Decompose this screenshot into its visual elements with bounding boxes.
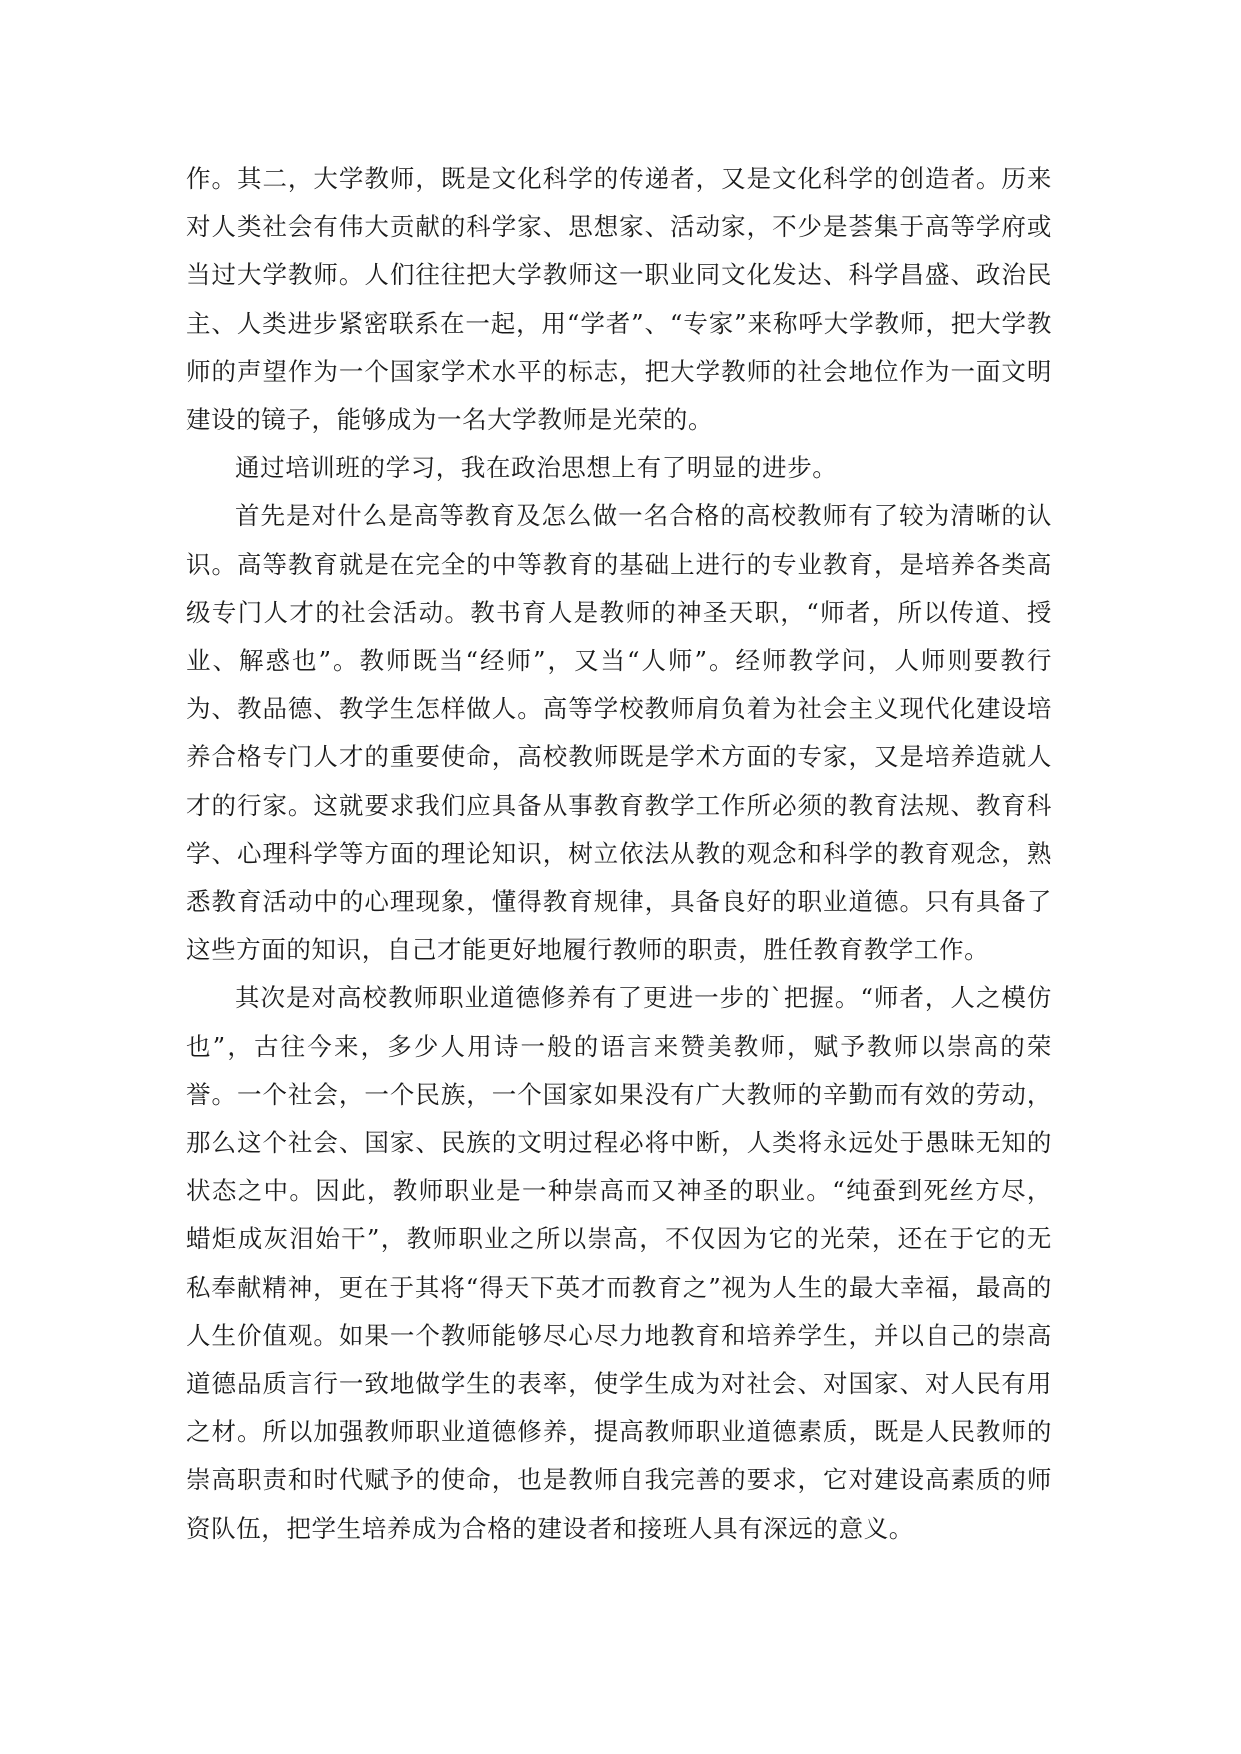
paragraph-higher-education: 首先是对什么是高等教育及怎么做一名合格的高校教师有了较为清晰的认识。高等教育就是在完全的中等教育的基础上进行的专业教育，是培养各类高级专门人才的社会活动。教书育人是教师的神圣天职，“师者，所以传道、授业、解惑也”。教师既当“经师”，又当“人师”。经师教学问，人师则要教行为、教品德、教学生怎样做人。高等学校教师肩负着为社会主义现代化建设培养合格专门人才的重要使命，高校教师既是学术方面的专家，又是培养造就人才的行家。这就要求我们应具备从事教育教学工作所必须的教育法规、教育科学、心理科学等方面的理论知识，树立依法从教的观念和科学的教育观念，熟悉教育活动中的心理现象，懂得教育规律，具备良好的职业道德。只有具备了这些方面的知识，自己才能更好地履行教师的职责，胜任教育教学工作。 <box>186 501 1052 965</box>
paragraph-teacher-role-continued: 作。其二，大学教师，既是文化科学的传递者，又是文化科学的创造者。历来对人类社会有伟大贡献的科学家、思想家、活动家，不少是荟集于高等学府或当过大学教师。人们往往把大学教师这一职业同文化发达、科学昌盛、政治民主、人类进步紧密联系在一起，用“学者”、“专家”来称呼大学教师，把大学教师的声望作为一个国家学术水平的标志，把大学教师的社会地位作为一面文明建设的镜子，能够成为一名大学教师是光荣的。 <box>186 164 1052 435</box>
paragraph-professional-ethics: 其次是对高校教师职业道德修养有了更进一步的`把握。“师者，人之模仿也”，古往今来，多少人用诗一般的语言来赞美教师，赋予教师以崇高的荣誉。一个社会，一个民族，一个国家如果没有广大教师的辛勤而有效的劳动，那么这个社会、国家、民族的文明过程必将中断，人类将永远处于愚昧无知的状态之中。因此，教师职业是一种崇高而又神圣的职业。“纯蚕到死丝方尽，蜡炬成灰泪始干”，教师职业之所以崇高，不仅因为它的光荣，还在于它的无私奉献精神，更在于其将“得天下英才而教育之”视为人生的最大幸福，最高的人生价值观。如果一个教师能够尽心尽力地教育和培养学生，并以自己的崇高道德品质言行一致地做学生的表率，使学生成为对社会、对国家、对人民有用之材。所以加强教师职业道德修养，提高教师职业道德素质，既是人民教师的崇高职责和时代赋予的使命，也是教师自我完善的要求，它对建设高素质的师资队伍，把学生培养成为合格的建设者和接班人具有深远的意义。 <box>186 983 1052 1543</box>
document-page <box>186 155 1052 1553</box>
paragraph-training-progress: 通过培训班的学习，我在政治思想上有了明显的进步。 <box>235 453 838 483</box>
